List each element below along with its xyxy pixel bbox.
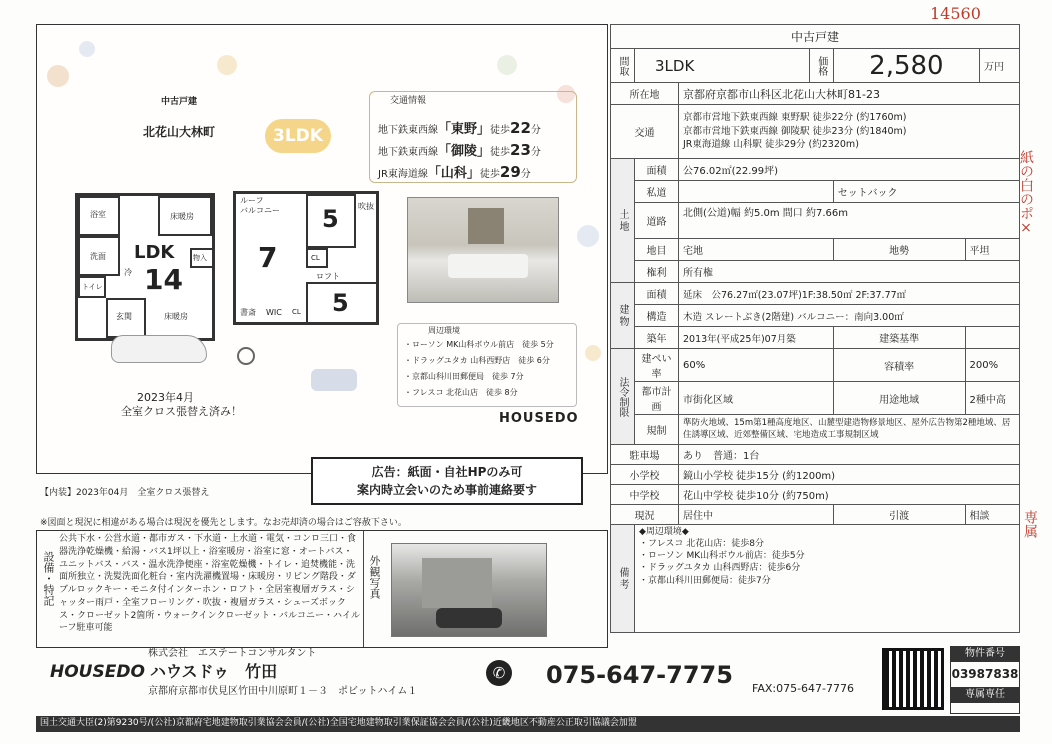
zoning-label: 用途地域 — [833, 382, 965, 415]
toshi-value: 市街化区域 — [679, 382, 834, 415]
ldk-size: 14 — [144, 263, 183, 296]
remarks-item: ・フレスコ 北花山店：徒歩8分 — [639, 539, 764, 550]
transport-line-name: 地下鉄東西線 — [378, 125, 438, 136]
ad-notice-line1: 広告：紙面・自社HPのみ可 — [371, 465, 523, 479]
price-label: 価格 — [809, 49, 833, 83]
madori-value: 3LDK — [635, 49, 810, 83]
fridge-label: 冷 — [124, 268, 132, 277]
room-label: 玄関 — [116, 312, 132, 321]
land-section-label: 土地 — [611, 159, 635, 283]
company-brand-logo: HOUSEDO — [50, 662, 145, 682]
youseki-value: 200% — [965, 349, 1019, 382]
roof-balcony-label: ルーフ バルコニー — [240, 196, 280, 215]
transport-minutes: 29 — [499, 163, 521, 181]
company-phone: 075-647-7775 — [546, 661, 733, 689]
surrounding-walk: 徒歩 8分 — [485, 388, 518, 397]
junior-value: 花山中学校 徒歩10分 (約750m) — [679, 485, 1020, 505]
regulation-value: 準防火地域、15m第1種高度地区、山麓型建造物修景地区、屋外広告物第2種地域、居住誘導区域、近郊整備区域、宅地造成工事規制区域 — [679, 415, 1020, 445]
room-label: トイレ — [82, 283, 103, 291]
interior-note: 【内装】2023年04月 全室クロス張替え — [40, 488, 210, 498]
surrounding-name: ローソン MK山科ボウル前店 — [412, 340, 515, 349]
transport-list — [679, 105, 1020, 159]
car-illustration — [111, 335, 207, 363]
company-name: 株式会社 エステートコンサルタント — [148, 648, 317, 659]
room-bedroom — [158, 196, 212, 236]
features-label: 設備・特記 — [42, 551, 55, 606]
disclaimer: ※図面と現況に相違がある場合は現況を優先とします。なお売却済の場合はご容赦下さい。 — [40, 518, 407, 528]
company-shop: ハウスドゥ 竹田 — [150, 662, 278, 681]
phone-icon: ✆ — [486, 660, 512, 686]
wic-label: WIC — [266, 308, 282, 317]
transport-title: 交通情報 — [390, 96, 427, 106]
standard-label: 建築基準 — [833, 327, 965, 349]
land-area-label: 面積 — [635, 159, 679, 181]
transport-label: 交通 — [611, 105, 679, 159]
setback-label: セットバック — [833, 181, 1019, 203]
transport-walk: 徒歩 — [490, 125, 511, 136]
remarks-title: ◆周辺環境◆ — [639, 527, 689, 537]
room-toilet — [78, 276, 106, 298]
surrounding-name: ドラッグユタカ 山科西野店 — [412, 356, 511, 365]
rights-value: 所有権 — [679, 261, 1020, 283]
private-road-value — [679, 181, 834, 203]
brand-logo: HOUSEDO — [499, 411, 579, 426]
handwritten-note-2: 専属 — [1022, 510, 1038, 538]
window-shape — [468, 208, 504, 244]
price-unit: 万円 — [980, 49, 1020, 83]
room-label: CL — [311, 254, 320, 262]
surrounding-name: フレスコ 北花山店 — [412, 388, 478, 397]
built-label: 築年 — [635, 327, 679, 349]
kenpei-label: 建ぺい率 — [635, 349, 679, 382]
address-value: 京都府京都市山科区北花山大林町81-23 — [679, 83, 1020, 105]
flower-decoration-icon — [79, 41, 95, 57]
remarks-item: ・ドラッグユタカ 山科西野店：徒歩6分 — [639, 563, 801, 574]
address-label: 所在地 — [611, 83, 679, 105]
kenpei-value: 60% — [679, 349, 834, 382]
bathtub-shape — [448, 254, 528, 278]
transport-station: 「東野」 — [438, 122, 491, 137]
private-road-label: 私道 — [635, 181, 679, 203]
exterior-label: 外観写真 — [368, 555, 381, 599]
transport-line-name: 地下鉄東西線 — [378, 147, 438, 158]
transport-box — [369, 91, 577, 183]
transport-row: 京都市営地下鉄東西線 東野駅 徒歩22分 (約1760m) — [683, 111, 907, 123]
surrounding-name: 京都山科川田郵便局 — [412, 372, 484, 381]
features-panel — [36, 530, 608, 648]
regulation-label: 規制 — [635, 415, 679, 445]
room-5-lower — [306, 282, 378, 324]
floor-plan-1f — [75, 193, 215, 341]
license-bar: 国土交通大臣(2)第9230号/(公社)京都府宅地建物取引業協会会員/(公社)全国宅地建物取引業保証協会会員/(公社)近畿地区不動産公正取引協議会加盟 — [36, 716, 1020, 732]
company-address: 京都府京都市伏見区竹田中川原町１－３ ポビットハイム１ — [148, 686, 418, 697]
surrounding-walk: 徒歩 7分 — [492, 372, 524, 381]
flyer-category: 中古戸建 — [161, 97, 198, 107]
remarks-item: ・京都山科川田郵便局：徒歩7分 — [639, 575, 771, 586]
flower-decoration-icon — [497, 55, 517, 75]
surrounding-walk: 徒歩 6分 — [518, 356, 550, 365]
surrounding-item: ・京都山科川田郵便局 徒歩 7分 — [404, 372, 524, 381]
company-fax: FAX:075-647-7776 — [752, 682, 855, 695]
room-bath — [78, 196, 120, 236]
parking-value: あり 普通：1台 — [679, 445, 1020, 465]
transport-line-name: JR東海道線 — [378, 169, 428, 180]
surroundings-title: 周辺環境 — [428, 326, 460, 335]
room-storage — [190, 248, 214, 268]
junior-label: 中学校 — [611, 485, 679, 505]
transport-line — [378, 162, 531, 181]
parking-label: 駐車場 — [611, 445, 679, 465]
renovation-note: 全室クロス張替え済み！ — [121, 405, 242, 418]
chimoku-value: 宅地 — [679, 239, 834, 261]
status-value: 居住中 — [679, 505, 834, 525]
structure-label: 構造 — [635, 305, 679, 327]
handover-value: 相談 — [965, 505, 1019, 525]
room-label: 浴室 — [90, 210, 106, 219]
zoning-value: 2種中高 — [965, 382, 1019, 415]
floor-plan-2f — [233, 191, 379, 325]
interior-photo — [407, 197, 559, 303]
property-sheet — [610, 24, 1020, 633]
elementary-value: 鏡山小学校 徒歩15分 (約1200m) — [679, 465, 1020, 485]
elementary-label: 小学校 — [611, 465, 679, 485]
road-value: 北側(公道)幅 約5.0m 間口 約7.66m — [679, 203, 1020, 239]
study-label: 書斎 — [240, 308, 256, 317]
status-label: 現況 — [611, 505, 679, 525]
flower-decoration-icon — [585, 345, 601, 361]
surrounding-walk: 徒歩 5分 — [522, 340, 554, 349]
toshi-label: 都市計画 — [635, 382, 679, 415]
building-section-label: 建物 — [611, 283, 635, 349]
transport-unit: 分 — [520, 169, 531, 180]
ad-notice-line2: 案内時立会いのため事前連絡要す — [356, 483, 537, 497]
transport-minutes: 23 — [510, 141, 531, 159]
transport-line — [378, 118, 541, 137]
terrain-value: 平坦 — [965, 239, 1019, 261]
handwritten-number: 14560 — [930, 4, 981, 23]
floor-heating-label: 床暖房 — [164, 312, 188, 321]
building-area-label: 面積 — [635, 283, 679, 305]
bicycle-icon — [237, 347, 255, 365]
room-label: 5 — [332, 289, 349, 317]
transport-line — [378, 140, 541, 159]
flower-decoration-icon — [577, 225, 599, 247]
road-label: 道路 — [635, 203, 679, 239]
structure-value: 木造 スレートぶき(2階建) バルコニー：南向3.00㎡ — [679, 305, 1020, 327]
remarks-item: ・ローソン MK山科ボウル前店：徒歩5分 — [639, 551, 805, 562]
room-5-upper — [306, 194, 356, 248]
flyer-area-name: 北花山大林町 — [143, 125, 216, 139]
transport-unit: 分 — [530, 125, 541, 136]
property-id-box — [950, 646, 1020, 714]
car-shape — [436, 608, 502, 628]
transport-row: JR東海道線 山科駅 徒歩29分 (約2320m) — [683, 139, 859, 151]
transport-row: 京都市営地下鉄東西線 御陵駅 徒歩23分 (約1840m) — [683, 125, 907, 137]
exterior-photo — [391, 543, 547, 637]
youseki-label: 容積率 — [833, 349, 965, 382]
renovation-date: 2023年4月 — [137, 391, 194, 404]
transport-minutes: 22 — [510, 119, 531, 137]
transport-station: 「山科」 — [427, 166, 480, 181]
closet — [306, 248, 328, 268]
law-section-label: 法令制限 — [611, 349, 635, 445]
rights-label: 権利 — [635, 261, 679, 283]
layout-badge: 3LDK — [265, 119, 331, 153]
flower-decoration-icon — [217, 55, 237, 75]
transport-station: 「御陵」 — [438, 144, 491, 159]
chimoku-label: 地目 — [635, 239, 679, 261]
house-shape — [422, 558, 492, 608]
ad-notice-box — [311, 457, 583, 505]
room-label: 物入 — [193, 254, 207, 262]
property-id-value: 03987838 — [951, 666, 1019, 681]
remarks-label: 備考 — [611, 525, 635, 633]
room-wash — [78, 236, 120, 276]
divider — [363, 531, 364, 647]
handwritten-note: 紙の白のポ× — [1018, 150, 1034, 236]
fukinuke-label: 吹抜 — [358, 202, 374, 211]
sheet-type: 中古戸建 — [611, 25, 1020, 49]
loft-label: ロフト — [316, 272, 340, 281]
closet-2-label: CL — [292, 308, 301, 316]
room-label: 床暖房 — [170, 212, 194, 221]
handover-label: 引渡 — [833, 505, 965, 525]
surrounding-item: ・ドラッグユタカ 山科西野店 徒歩 6分 — [404, 356, 550, 365]
room-label: 5 — [322, 205, 339, 233]
transport-walk: 徒歩 — [490, 147, 511, 158]
surrounding-item: ・ローソン MK山科ボウル前店 徒歩 5分 — [404, 340, 554, 349]
flower-decoration-icon — [47, 65, 69, 87]
madori-label: 間取 — [611, 49, 635, 83]
contract-type: 専属専任 — [951, 687, 1019, 704]
features-text: 公共下水・公営水道・都市ガス・下水道・上水道・電気・コンロ三口・食器洗浄乾燥機・給湯・バス1坪以上・浴室暖房・浴室に窓・オートバス・ユニットバス・バス・温水洗浄便座・浴室乾燥機・トイレ・追焚機能・洗面所独立・洗髪洗面化粧台・室内洗濯機置場・床暖房・リビング階段・ダブルロックキー・モニタ付インターホン・ロフト・全居室複層ガラス・シャッター雨戸・全室フローリング・吹抜・複層ガラス・シューズボックス・クローゼット2箇所・ウォークインクローゼット・バルコニー・ハイルーフ駐車可能 — [59, 534, 361, 634]
transport-unit: 分 — [530, 147, 541, 158]
ldk-label: LDK — [134, 242, 175, 263]
standard-value — [965, 327, 1019, 349]
built-value: 2013年(平成25年)07月築 — [679, 327, 834, 349]
sofa-illustration — [311, 369, 357, 391]
property-id-label: 物件番号 — [951, 647, 1019, 662]
remarks-list — [635, 525, 1020, 633]
transport-walk: 徒歩 — [479, 169, 500, 180]
room-entrance — [106, 298, 146, 338]
room-7: 7 — [258, 241, 278, 274]
qr-code-icon — [882, 648, 944, 710]
terrain-label: 地勢 — [833, 239, 965, 261]
building-area-value: 延床 公76.27㎡(23.07坪)1F:38.50㎡ 2F:37.77㎡ — [679, 283, 1020, 305]
surrounding-item: ・フレスコ 北花山店 徒歩 8分 — [404, 388, 518, 397]
room-label: 洗面 — [90, 252, 106, 261]
price-value: 2,580 — [833, 49, 979, 83]
surroundings-box — [397, 323, 577, 407]
land-area-value: 公76.02㎡(22.99坪) — [679, 159, 1020, 181]
